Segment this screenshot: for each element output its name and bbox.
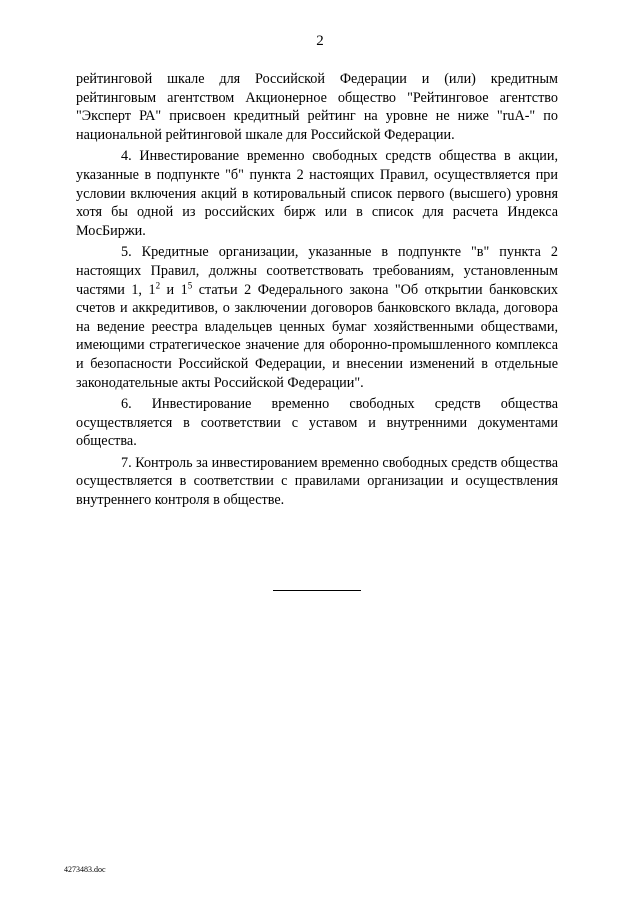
document-body: [76, 70, 558, 513]
paragraph-item-6: 6. Инвестирование временно свободных средств общества осуществляется в соответствии с уставом и внутренними документами общества.: [76, 396, 558, 450]
paragraph-item-5-text-a: 5. Кредитные организации, указанные в подпункте "в" пункта 2 настоящих Правил, должны соответствовать требованиям, установленным частями 1, 1: [76, 244, 558, 298]
superscript-2: 2: [155, 279, 161, 290]
paragraph-item-5: [76, 243, 558, 392]
paragraph-item-7: 7. Контроль за инвестированием временно свободных средств общества осуществляется в соответствии с правилами организации и осуществления внутреннего контроля в обществе.: [76, 454, 558, 509]
end-divider-line: [273, 590, 361, 591]
paragraph-item-4: 4. Инвестирование временно свободных средств общества в акции, указанные в подпункте "б" пункта 2 настоящих Правил, осуществляется при условии включения акций в котировальный список первого (высшего) уровня хотя бы одной из российских бирж или в список для расчета Индекса МосБиржи.: [76, 148, 558, 239]
paragraph-item-5-text-c: статьи 2 Федерального закона "Об открытии банковских счетов и аккредитивов, о заключении договоров банковского вклада, договора на ведение реестра владельцев ценных бумаг хозяйственными обществами, имеющими стратегическое значение для оборонно-промышленного комплекса и безопасности Российской Федерации, и внесении изменений в отдельные законодательные акты Российской Федерации".: [76, 281, 559, 391]
paragraph-item-5-text-b: и 1: [160, 281, 188, 298]
page-number: 2: [316, 33, 324, 49]
paragraph-continuation: рейтинговой шкале для Российской Федерации и (или) кредитным рейтинговым агентством Акционерное общество "Рейтинговое агентство "Эксперт РА" присвоен кредитный рейтинг на уровне не ниже "ruA-" по национальной рейтинговой шкале для Российской Федерации.: [76, 71, 558, 143]
superscript-5: 5: [187, 279, 193, 290]
file-reference: 4273483.doc: [64, 865, 106, 874]
